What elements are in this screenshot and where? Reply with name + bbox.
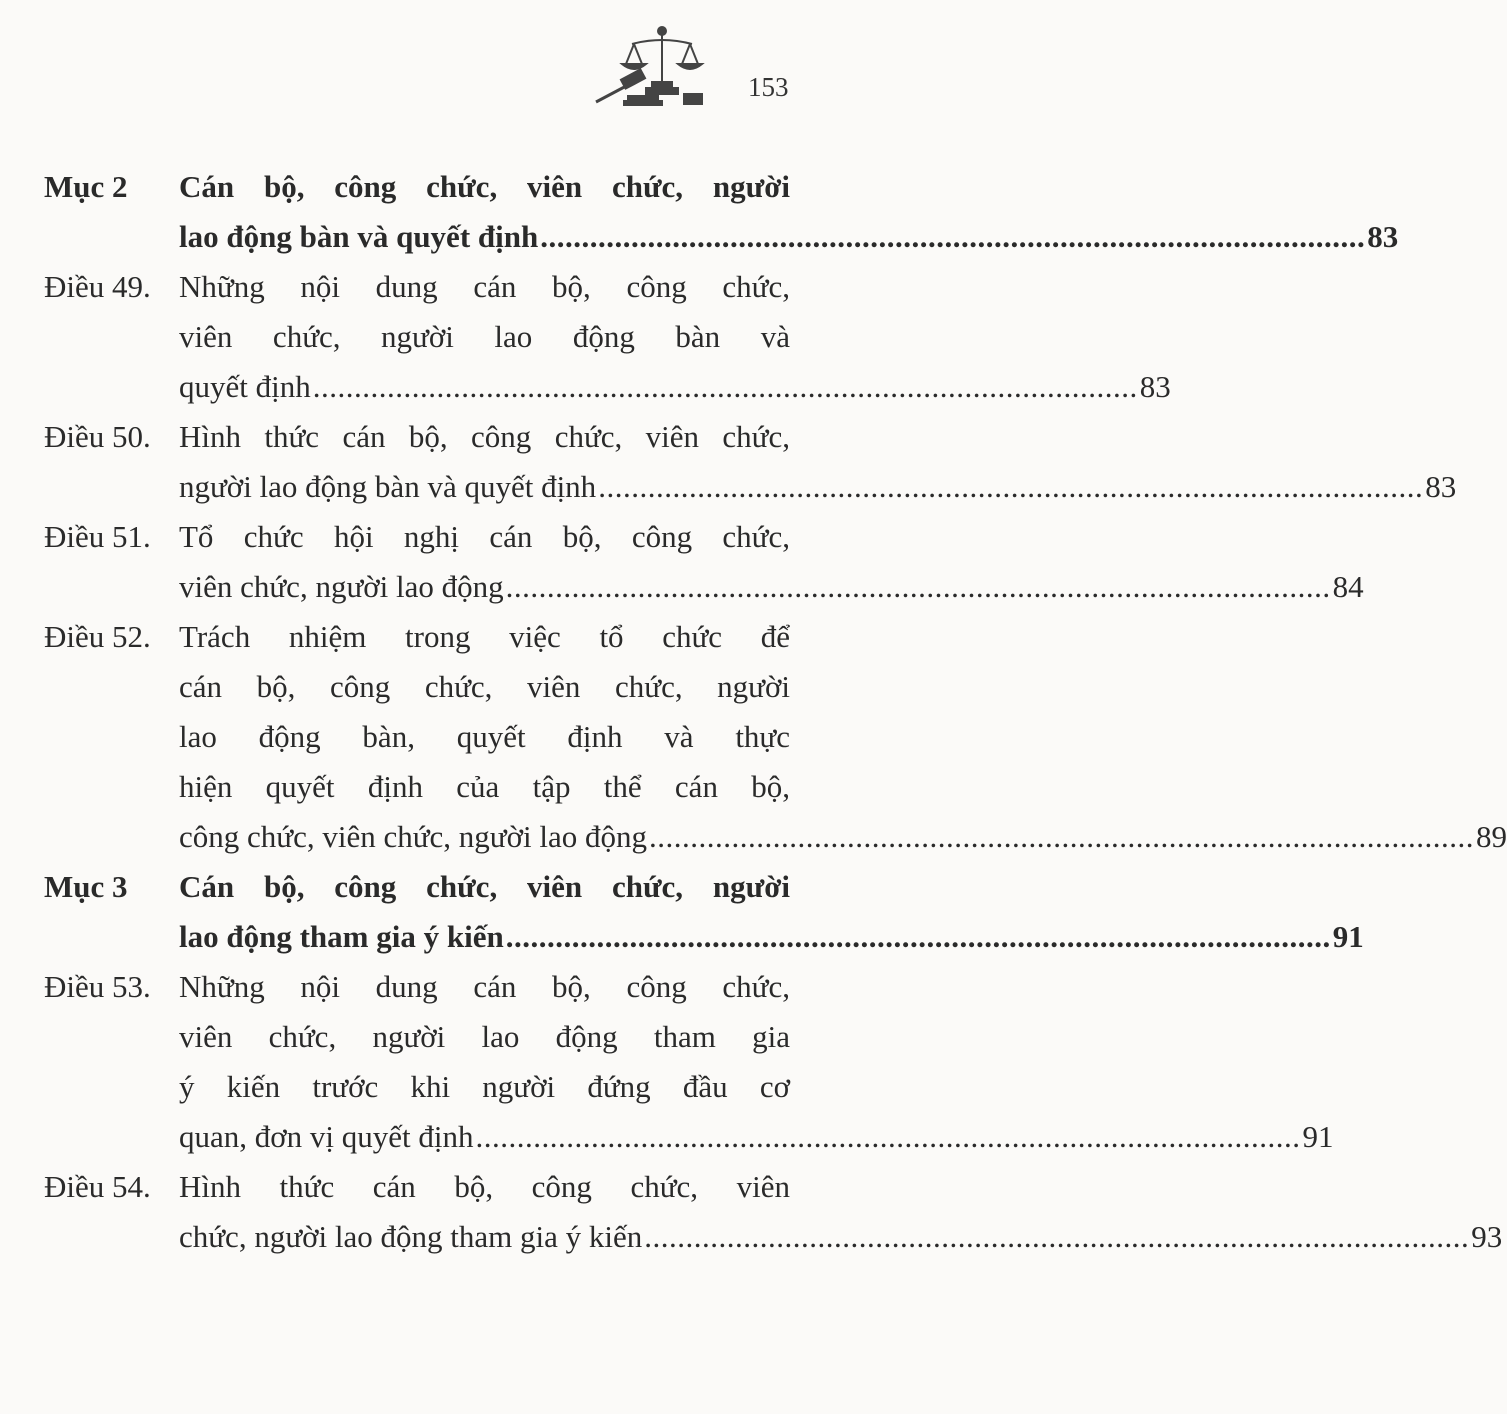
toc-entry: [44, 512, 1364, 612]
scales-and-gavel-icon: [590, 22, 715, 108]
toc-page-number: 83: [1425, 469, 1457, 504]
toc-entry-line: lao động bàn và quyết định: [179, 219, 539, 254]
dot-leader: ....................................................................................................: [648, 819, 1474, 854]
dot-leader: ....................................................................................................: [312, 369, 1138, 404]
toc-entry-line: Cán bộ, công chức, viên chức, người: [179, 169, 790, 204]
toc-page-number: 93: [1471, 1219, 1503, 1254]
toc-entry-label: Điều 49.: [44, 269, 151, 304]
toc-entry-line: viên chức, người lao động: [179, 569, 504, 604]
toc-entry-line: Những nội dung cán bộ, công chức,: [179, 969, 790, 1004]
toc-page-number: 83: [1139, 369, 1171, 404]
dot-leader: ....................................................................................................: [598, 469, 1424, 504]
toc-page-number: 91: [1332, 919, 1364, 954]
toc-entry-line: lao động tham gia ý kiến: [179, 919, 504, 954]
dot-leader: ....................................................................................................: [505, 569, 1331, 604]
toc-page-number: 91: [1302, 1119, 1334, 1154]
toc-entry: [44, 612, 1507, 862]
toc-entry: [44, 262, 1171, 412]
toc-entry-label: Điều 51.: [44, 519, 151, 554]
toc-entry-line: Hình thức cán bộ, công chức, viên chức,: [179, 419, 790, 454]
toc-entry: [44, 412, 1457, 512]
toc-entry-label: Mục 3: [44, 869, 128, 904]
dot-leader: ....................................................................................................: [540, 219, 1366, 254]
toc-page-number: 84: [1332, 569, 1364, 604]
toc-entry-line: Hình thức cán bộ, công chức, viên: [179, 1169, 790, 1204]
toc-entry-line: công chức, viên chức, người lao động: [179, 819, 647, 854]
toc-entry: [44, 162, 1399, 262]
toc-entry-line: ý kiến trước khi người đứng đầu cơ: [179, 1069, 790, 1104]
toc-entry-label: Điều 53.: [44, 969, 151, 1004]
dot-leader: ....................................................................................................: [475, 1119, 1301, 1154]
toc-page-number: 83: [1367, 219, 1399, 254]
toc-entry-line: viên chức, người lao động tham gia: [179, 1019, 790, 1054]
toc-entry-line: viên chức, người lao động bàn và: [179, 319, 790, 354]
toc-entry-label: Điều 54.: [44, 1169, 151, 1204]
toc-entry-line: quyết định: [179, 369, 311, 404]
toc-entry-line: cán bộ, công chức, viên chức, người: [179, 669, 790, 704]
toc-entry-line: lao động bàn, quyết định và thực: [179, 719, 790, 754]
toc-entry: [44, 1162, 1503, 1262]
dot-leader: ....................................................................................................: [505, 919, 1331, 954]
table-of-contents: [44, 162, 1507, 1262]
toc-entry-line: hiện quyết định của tập thể cán bộ,: [179, 769, 790, 804]
toc-entry-line: chức, người lao động tham gia ý kiến: [179, 1219, 643, 1254]
toc-entry-label: Điều 50.: [44, 419, 151, 454]
toc-entry-line: Tổ chức hội nghị cán bộ, công chức,: [179, 519, 790, 554]
toc-entry-line: Trách nhiệm trong việc tổ chức để: [179, 619, 790, 654]
toc-page-number: 89: [1475, 819, 1507, 854]
page-number: 153: [748, 72, 789, 102]
toc-entry-label: Điều 52.: [44, 619, 151, 654]
toc-entry-line: quan, đơn vị quyết định: [179, 1119, 474, 1154]
toc-entry-line: Những nội dung cán bộ, công chức,: [179, 269, 790, 304]
dot-leader: ....................................................................................................: [644, 1219, 1470, 1254]
toc-entry-line: người lao động bàn và quyết định: [179, 469, 597, 504]
toc-entry: [44, 962, 1334, 1162]
toc-entry: [44, 862, 1364, 962]
toc-entry-line: Cán bộ, công chức, viên chức, người: [179, 869, 790, 904]
toc-entry-label: Mục 2: [44, 169, 128, 204]
